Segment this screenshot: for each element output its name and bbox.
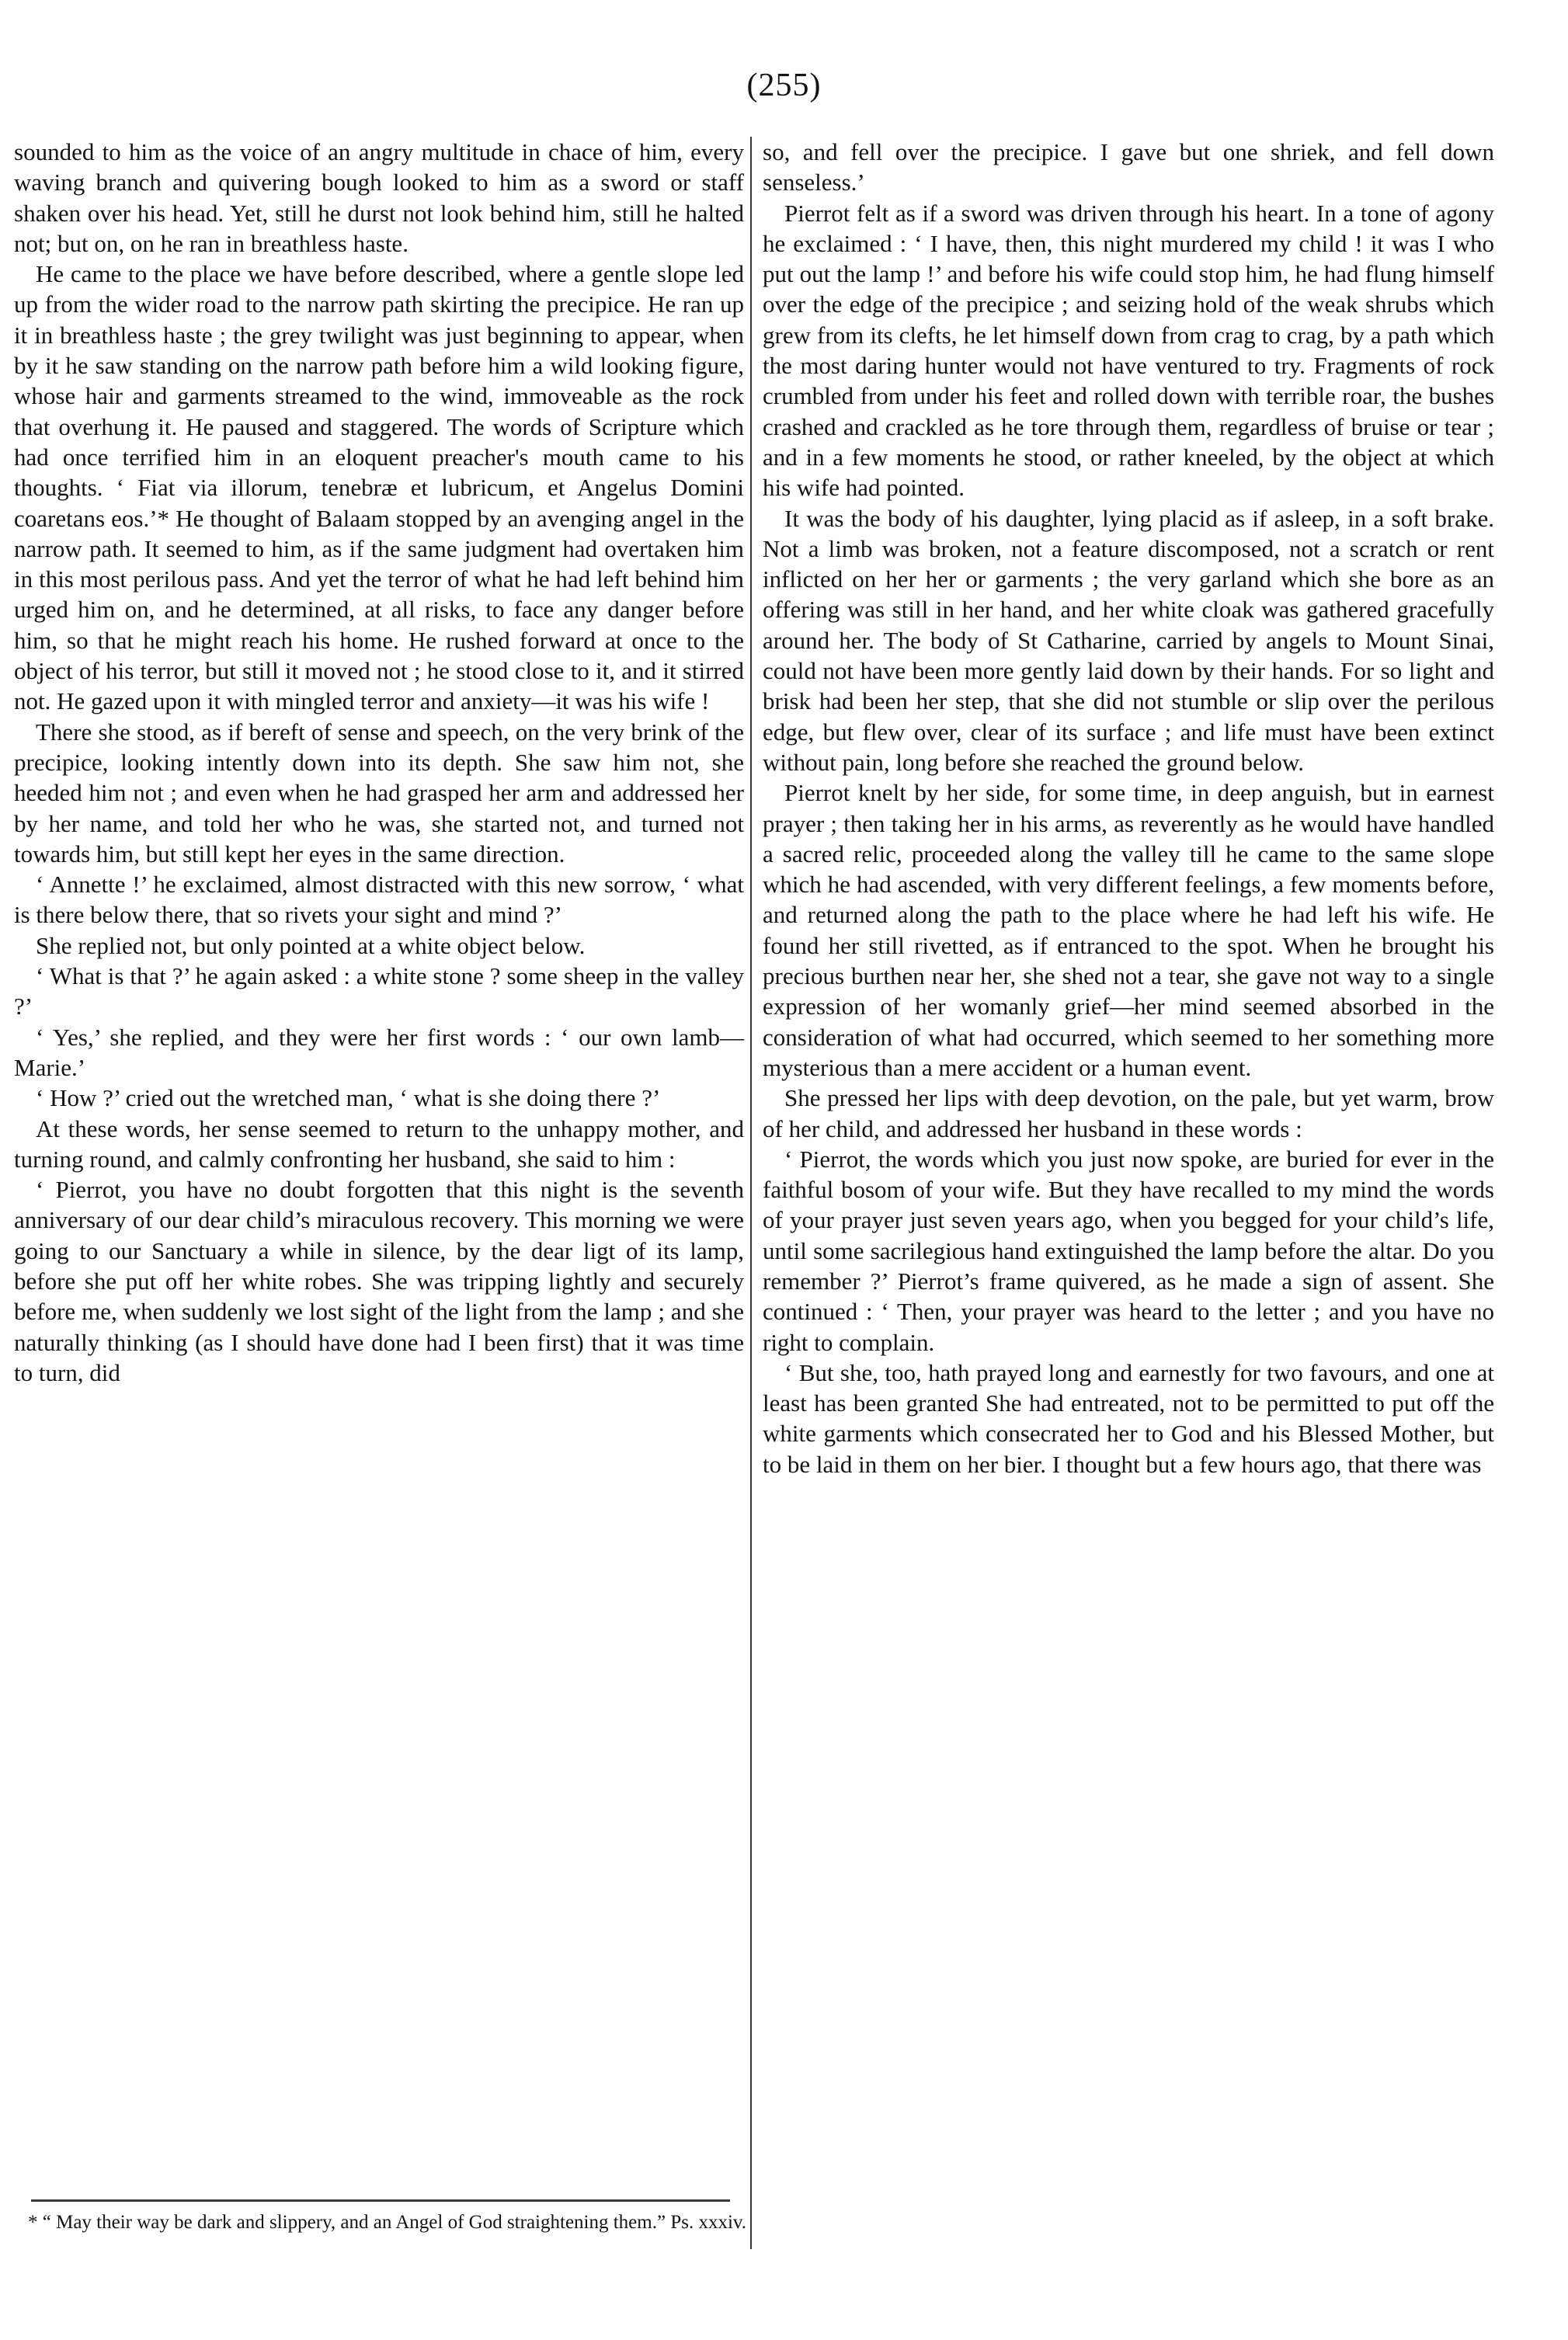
- paragraph: so, and fell over the precipice. I gave but one shriek, and fell down senseless.’: [763, 138, 1494, 196]
- page-number: (255): [746, 68, 822, 103]
- paragraph: He came to the place we have before described, where a gentle slope led up from the wider road to the narrow path skirting the precipice. He ran up it in breathless haste ; the grey twilight was just beginning to appear, when by it he saw standing on the narrow path before him a wild looking figure, whose hair and garments streamed to the wind, immoveable as the rock that overhung it. He paused and staggered. The words of Scripture which had once terrified him in an eloquent preacher's mouth came to his thoughts. ‘ Fiat via illorum, tenebræ et lubricum, et Angelus Domini coaretans eos.’* He thought of Balaam stopped by an avenging angel in the narrow path. It seemed to him, as if the same judgment had overtaken him in this most perilous pass. And yet the terror of what he had left behind him urged him on, and he determined, at all risks, to face any danger before him, so that he might reach his home. He rushed forward at once to the object of his terror, but still it moved not ; he stood close to it, and it stirred not. He gazed upon it with mingled terror and anxiety—it was his wife !: [14, 260, 744, 715]
- paragraph: ‘ What is that ?’ he again asked : a white stone ? some sheep in the valley ?’: [14, 962, 744, 1020]
- right-column: [763, 137, 1494, 1479]
- paragraph: ‘ Pierrot, you have no doubt forgotten that this night is the seventh anniversary of our dear child’s miraculous recovery. This morning we were going to our Sanctuary a while in silence, by the dear ligt of its lamp, before she put off her white robes. She was tripping lightly and securely before me, when suddenly we lost sight of the light from the lamp ; and she naturally thinking (as I should have done had I been first) that it was time to turn, did: [14, 1176, 744, 1386]
- footnote-rule: [31, 2199, 730, 2202]
- paragraph: ‘ Yes,’ she replied, and they were her first words : ‘ our own lamb—Marie.’: [14, 1023, 744, 1081]
- paragraph: sounded to him as the voice of an angry multitude in chace of him, every waving branch and quivering bough looked to him as a sword or staff shaken over his head. Yet, still he durst not look behind him, still he halted not; but on, on he ran in breathless haste.: [14, 138, 744, 257]
- footnote: * “ May their way be dark and slippery, and an Angel of God straightening them.” Ps. xxxiv.: [28, 2212, 747, 2233]
- column-divider: [750, 137, 752, 2249]
- paragraph: It was the body of his daughter, lying placid as if asleep, in a soft brake. Not a limb was broken, not a feature discomposed, not a scratch or rent inflicted on her her or garments ; the very garland which she bore as an offering was still in her hand, and her white cloak was gathered gracefully around her. The body of St Catharine, carried by angels to Mount Sinai, could not have been more gently laid down by their hands. For so light and brisk had been her step, that she did not stumble or slip over the perilous edge, but flew over, clear of its surface ; and life must have been extinct without pain, long before she reached the ground below.: [763, 504, 1494, 776]
- paragraph: She replied not, but only pointed at a white object below.: [36, 931, 586, 959]
- paragraph: At these words, her sense seemed to return to the unhappy mother, and turning round, and calmly confronting her husband, she said to him :: [14, 1114, 744, 1173]
- paragraph: ‘ How ?’ cried out the wretched man, ‘ what is she doing there ?’: [36, 1084, 661, 1112]
- paragraph: ‘ But she, too, hath prayed long and earnestly for two favours, and one at least has been granted She had entreated, not to be permitted to put off the white garments which consecrated her to God and his Blessed Mother, but to be laid in them on her bier. I thought but a few hours ago, that there was: [763, 1358, 1494, 1478]
- paragraph: She pressed her lips with deep devotion, on the pale, but yet warm, brow of her child, and addressed her husband in these words :: [763, 1084, 1494, 1142]
- paragraph: Pierrot knelt by her side, for some time, in deep anguish, but in earnest prayer ; then taking her in his arms, as reverently as he would have handled a sacred relic, proceeded along the valley till he came to the same slope which he had ascended, with very different feelings, a few moments before, and returned along the path to the place where he had left his wife. He found her still rivetted, as if entranced to the spot. When he brought his precious burthen near her, she shed not a tear, she gave not way to a single expression of her womanly grief—her mind seemed absorbed in the consideration of what had occurred, which seemed to her something more mysterious than a mere accident or a human event.: [763, 779, 1494, 1081]
- paragraph: ‘ Pierrot, the words which you just now spoke, are buried for ever in the faithful bosom of your wife. But they have recalled to my mind the words of your prayer just seven years ago, when you begged for your child’s life, until some sacrilegious hand extinguished the lamp before the altar. Do you remember ?’ Pierrot’s frame quivered, as he made a sign of assent. She continued : ‘ Then, your prayer was heard to the letter ; and you have no right to complain.: [763, 1145, 1494, 1356]
- paragraph: ‘ Annette !’ he exclaimed, almost distracted with this new sorrow, ‘ what is there below there, that so rivets your sight and mind ?’: [14, 871, 744, 929]
- left-column: [14, 137, 744, 1388]
- paragraph: Pierrot felt as if a sword was driven through his heart. In a tone of agony he exclaimed : ‘ I have, then, this night murdered my child ! it was I who put out the lamp !’ and before his wife could stop him, he had flung himself over the edge of the precipice ; and seizing hold of the weak shrubs which grew from its clefts, he let himself down from crag to crag, by a path which the most daring hunter would not have ventured to try. Fragments of rock crumbled from under his feet and rolled down with terrible roar, the bushes crashed and crackled as he tore through them, regardless of bruise or tear ; and in a few moments he stood, or rather kneeled, by the object at which his wife had pointed.: [763, 199, 1494, 502]
- paragraph: There she stood, as if bereft of sense and speech, on the very brink of the precipice, looking intently down into its depth. She saw him not, she heeded him not ; and even when he had grasped her arm and addressed her by her name, and told her who he was, she started not, and turned not towards him, but still kept her eyes in the same direction.: [14, 718, 744, 868]
